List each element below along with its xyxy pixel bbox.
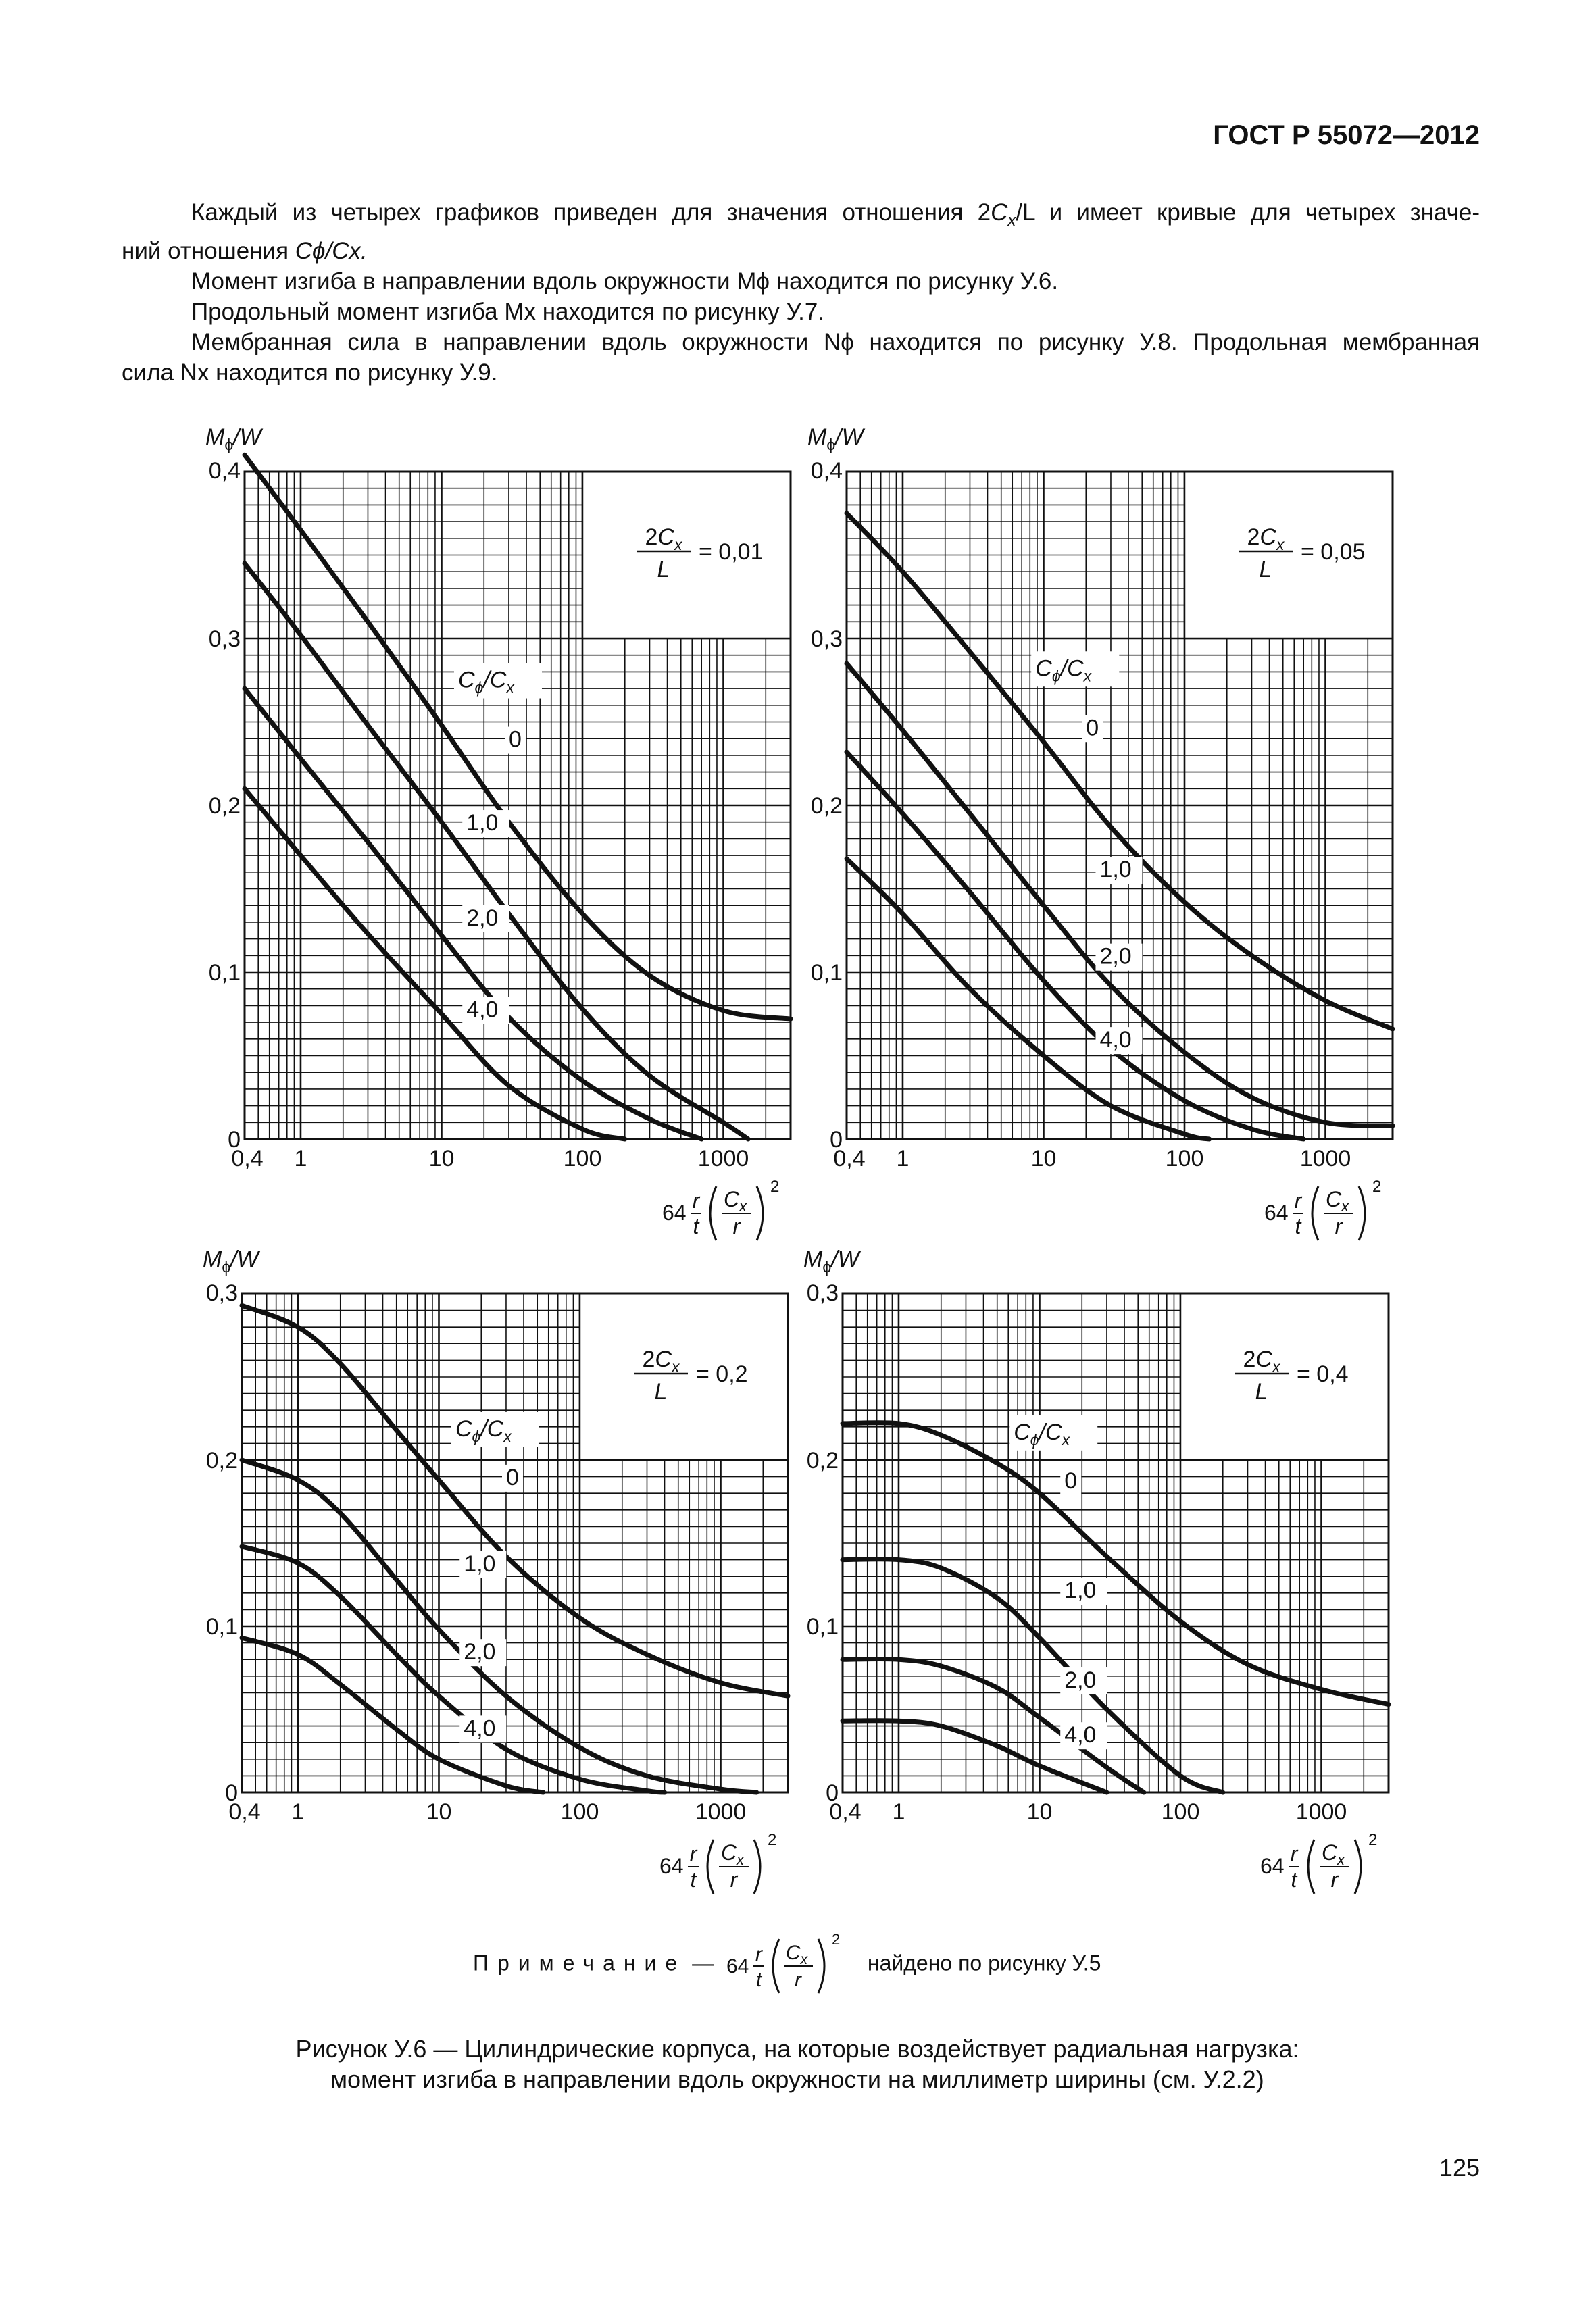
caption-line-2: момент изгиба в направлении вдоль окружности на миллиметр ширины (см. У.2.2) xyxy=(330,2065,1264,2093)
x-axis-r2: r xyxy=(1335,1214,1343,1238)
x-tick-label: 1000 xyxy=(1295,1799,1347,1825)
x-axis-r: r xyxy=(1290,1842,1298,1866)
x-axis-cx: $C_x$ xyxy=(720,1840,745,1868)
series-label-2,0: 2,0 xyxy=(466,905,499,931)
x-axis-paren-left xyxy=(1312,1186,1318,1240)
grid-lines xyxy=(245,472,791,1139)
ratio-numerator: $2C_x$ xyxy=(1247,524,1285,553)
y-tick-label: 0,1 xyxy=(810,960,843,986)
x-axis-label xyxy=(662,1178,779,1240)
y-tick-label: 0,3 xyxy=(806,1280,839,1306)
y-tick-label: 0,3 xyxy=(205,1280,238,1306)
series-label-2,0: 2,0 xyxy=(1099,943,1132,970)
series-label-0: 0 xyxy=(1064,1467,1078,1494)
x-tick-label: 1 xyxy=(892,1799,905,1825)
x-axis-r2: r xyxy=(1330,1867,1339,1892)
series-label-1,0: 1,0 xyxy=(464,1551,496,1577)
curve-param-label: $C_\phi/C_x$ xyxy=(1014,1419,1070,1449)
x-tick-label: 0,4 xyxy=(833,1146,866,1172)
x-axis-paren-right xyxy=(754,1840,760,1894)
note-formula-group xyxy=(726,1931,840,1993)
x-tick-label: 10 xyxy=(1030,1146,1057,1172)
y-tick-label: 0,3 xyxy=(810,626,843,652)
x-axis-r2: r xyxy=(732,1214,741,1238)
intro-paragraph-2: Момент изгиба в направлении вдоль окружности Mϕ находится по рисунку У.6. xyxy=(191,268,1059,295)
intro-paragraph-1: Каждый из четырех графиков приведен для значения отношения $2C_x/L$ и имеет кривые для четырех значе- xyxy=(191,199,1480,230)
ratio-denominator: L xyxy=(1255,1379,1268,1405)
intro-paragraph-4: Мембранная сила в направлении вдоль окружности Nϕ находится по рисунку У.8. Продольная мембранная xyxy=(191,329,1480,355)
y-tick-label: 0,2 xyxy=(806,1448,839,1474)
curve-param-label: $C_\phi/C_x$ xyxy=(455,1415,512,1445)
series-label-1,0: 1,0 xyxy=(466,810,499,836)
x-axis-t: t xyxy=(1295,1214,1301,1238)
y-tick-label: 0,3 xyxy=(208,626,241,652)
x-axis-exp: 2 xyxy=(768,1831,777,1849)
x-axis-prefix: 64 xyxy=(1264,1201,1289,1225)
x-tick-label: 0,4 xyxy=(228,1799,261,1825)
chart-panel-bottom-left xyxy=(203,1247,788,1894)
x-axis-prefix: 64 xyxy=(662,1201,687,1225)
ratio-denominator: L xyxy=(1259,557,1272,582)
curve-param-label: $C_\phi/C_x$ xyxy=(1035,655,1092,685)
y-axis-label: $M_\phi/W$ xyxy=(205,424,261,453)
x-axis-paren-right xyxy=(1359,1186,1365,1240)
y-tick-label: 0,4 xyxy=(810,458,843,484)
y-tick-label: 0 xyxy=(830,1127,843,1153)
intro-paragraph-1-cont: ний отношения Cϕ/Cx. xyxy=(122,238,368,264)
y-tick-label: 0,4 xyxy=(208,458,241,484)
series-label-1,0: 1,0 xyxy=(1099,857,1132,883)
ratio-denominator: L xyxy=(654,1379,668,1405)
x-axis-r2: r xyxy=(730,1867,738,1892)
ratio-value: = 0,2 xyxy=(696,1361,748,1387)
x-axis-cx: $C_x$ xyxy=(1321,1840,1345,1868)
x-tick-label: 100 xyxy=(563,1146,602,1172)
ratio-denominator: L xyxy=(657,557,670,582)
series-label-2,0: 2,0 xyxy=(464,1639,496,1665)
note-prefix: 64 xyxy=(726,1955,749,1978)
note xyxy=(473,1931,1216,1998)
x-axis-exp: 2 xyxy=(1372,1178,1382,1196)
note-paren-left xyxy=(773,1939,779,1993)
chart-panel-bottom-right xyxy=(803,1247,1389,1894)
y-tick-label: 0,2 xyxy=(208,793,241,819)
legend-box-border xyxy=(1180,1294,1389,1460)
note-t: t xyxy=(755,1969,762,1991)
series-label-4,0: 4,0 xyxy=(1099,1027,1132,1053)
note-cx: $C_x$ xyxy=(785,1942,808,1967)
x-axis-t: t xyxy=(690,1867,697,1892)
series-label-4,0: 4,0 xyxy=(466,997,499,1023)
x-tick-label: 100 xyxy=(560,1799,599,1825)
chart-panel-top-right xyxy=(807,424,1393,1240)
x-tick-label: 1 xyxy=(294,1146,307,1172)
series-label-0: 0 xyxy=(1086,715,1099,741)
x-tick-label: 1 xyxy=(896,1146,909,1172)
series-label-0: 0 xyxy=(505,1464,519,1490)
note-tail: найдено по рисунку У.5 xyxy=(867,1951,1101,1976)
note-exp: 2 xyxy=(832,1931,841,1948)
y-tick-label: 0,1 xyxy=(208,960,241,986)
series-label-1,0: 1,0 xyxy=(1064,1578,1097,1604)
y-axis-label: $M_\phi/W$ xyxy=(807,424,864,453)
x-tick-label: 1000 xyxy=(697,1146,749,1172)
x-axis-label xyxy=(1260,1831,1377,1894)
series-label-2,0: 2,0 xyxy=(1064,1667,1097,1694)
x-axis-paren-left xyxy=(707,1840,714,1894)
series-label-4,0: 4,0 xyxy=(464,1715,496,1742)
y-axis-label: $M_\phi/W$ xyxy=(203,1247,259,1276)
x-axis-paren-left xyxy=(710,1186,716,1240)
legend-box-border xyxy=(580,1294,788,1460)
note-formula xyxy=(720,1931,862,1998)
x-axis-paren-left xyxy=(1308,1840,1314,1894)
note-r: r xyxy=(755,1943,762,1965)
x-tick-label: 10 xyxy=(426,1799,452,1825)
x-axis-exp: 2 xyxy=(770,1178,780,1196)
x-tick-label: 10 xyxy=(428,1146,455,1172)
x-axis-paren-right xyxy=(757,1186,763,1240)
y-tick-label: 0 xyxy=(826,1780,839,1806)
x-axis-cx: $C_x$ xyxy=(1325,1187,1349,1215)
y-tick-label: 0,1 xyxy=(806,1614,839,1640)
intro-paragraph-3: Продольный момент изгиба Mx находится по рисунку У.7. xyxy=(191,299,825,325)
chart-panel-top-left xyxy=(205,424,791,1240)
x-tick-label: 1000 xyxy=(1299,1146,1351,1172)
x-axis-label xyxy=(659,1831,776,1894)
x-tick-label: 100 xyxy=(1165,1146,1204,1172)
x-axis-t: t xyxy=(693,1214,699,1238)
x-tick-label: 0,4 xyxy=(231,1146,264,1172)
ratio-value: = 0,4 xyxy=(1297,1361,1349,1387)
x-axis-r: r xyxy=(692,1188,700,1213)
x-axis-r: r xyxy=(1294,1188,1302,1213)
x-axis-r: r xyxy=(689,1842,697,1866)
y-tick-label: 0 xyxy=(225,1780,238,1806)
note-paren-right xyxy=(818,1939,824,1993)
ratio-numerator: $2C_x$ xyxy=(1243,1347,1280,1376)
note-dash: — xyxy=(692,1951,714,1976)
note-label: Примечание xyxy=(473,1951,687,1976)
x-tick-label: 1 xyxy=(291,1799,305,1825)
x-axis-exp: 2 xyxy=(1368,1831,1378,1849)
y-tick-label: 0,2 xyxy=(810,793,843,819)
x-axis-paren-right xyxy=(1355,1840,1361,1894)
page-number: 125 xyxy=(1439,2154,1480,2182)
x-axis-cx: $C_x$ xyxy=(723,1187,747,1215)
x-tick-label: 10 xyxy=(1026,1799,1053,1825)
x-axis-prefix: 64 xyxy=(659,1854,684,1878)
y-axis-label: $M_\phi/W$ xyxy=(803,1247,859,1276)
curve-param-label: $C_\phi/C_x$ xyxy=(457,667,514,697)
series-label-4,0: 4,0 xyxy=(1064,1722,1097,1749)
x-axis-label xyxy=(1264,1178,1381,1240)
note-r2: r xyxy=(795,1969,801,1991)
ratio-numerator: $2C_x$ xyxy=(645,524,682,553)
ratio-value: = 0,05 xyxy=(1301,539,1366,565)
x-axis-prefix: 64 xyxy=(1260,1854,1285,1878)
x-tick-label: 1000 xyxy=(695,1799,747,1825)
series-line-2,0 xyxy=(242,1546,665,1792)
document-id: ГОСТ Р 55072—2012 xyxy=(1213,120,1480,150)
x-tick-label: 100 xyxy=(1161,1799,1200,1825)
series-line-4,0 xyxy=(847,859,1210,1139)
series-line-1,0 xyxy=(245,563,748,1139)
y-tick-label: 0,2 xyxy=(205,1448,238,1474)
caption-line-1: Рисунок У.6 — Цилиндрические корпуса, на которые воздействует радиальная нагрузка: xyxy=(295,2035,1299,2063)
series-label-0: 0 xyxy=(508,726,522,753)
x-tick-label: 0,4 xyxy=(829,1799,862,1825)
y-tick-label: 0 xyxy=(228,1127,241,1153)
ratio-numerator: $2C_x$ xyxy=(642,1347,680,1376)
intro-paragraph-4-cont: сила Nx находится по рисунку У.9. xyxy=(122,359,498,386)
ratio-value: = 0,01 xyxy=(699,539,764,565)
figure-caption xyxy=(189,2034,1405,2094)
x-axis-t: t xyxy=(1291,1867,1297,1892)
y-tick-label: 0,1 xyxy=(205,1614,238,1640)
